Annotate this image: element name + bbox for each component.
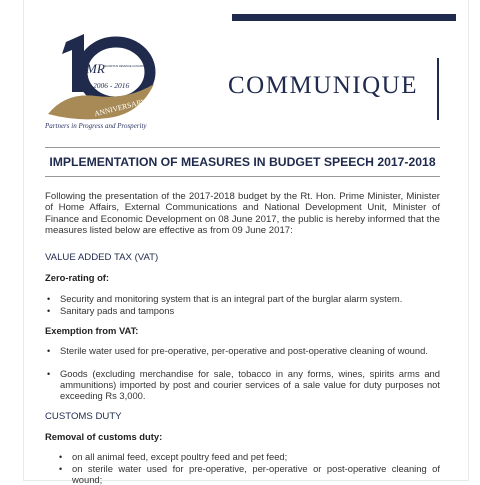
subheading-removal: Removal of customs duty: (45, 431, 163, 442)
section-heading-customs: CUSTOMS DUTY (45, 411, 122, 422)
list-item: Sanitary pads and tampons (60, 305, 175, 316)
logo-initials: MR (86, 61, 105, 76)
title-rule-top (45, 147, 440, 148)
bullet: • (47, 294, 51, 304)
list-item: on all animal feed, except poultry feed and pet feed; (72, 451, 288, 462)
title-rule-bottom (45, 176, 440, 177)
bullet: • (59, 452, 63, 462)
subheading-zero-rating: Zero-rating of: (45, 272, 110, 283)
bullet: • (47, 306, 51, 316)
logo-org-text: MAURITIUS REVENUE AUTHORITY (104, 65, 148, 68)
list-item: Security and monitoring system that is an integral part of the burglar alarm system. (60, 293, 403, 304)
section-heading-vat: VALUE ADDED TAX (VAT) (45, 252, 159, 263)
list-item: on sterile water used for pre-operative, per-operative or post-operative cleaning of wound; (72, 463, 440, 485)
bullet: • (59, 464, 63, 474)
list-item: Goods (excluding merchandise for sale, tobacco in any forms, wines, spirits arms and ammunitions) imported by post and courier services of a sale value for duty purposes not exceeding Rs 3,000. (60, 368, 440, 402)
logo-years: 2006 - 2016 (93, 81, 130, 90)
header-accent-bar (232, 14, 456, 21)
tagline: Partners in Progress and Prosperity (45, 122, 147, 130)
header-divider (437, 58, 439, 120)
bullet: • (47, 346, 51, 356)
document-title: IMPLEMENTATION OF MEASURES IN BUDGET SPEECH 2017-2018 (49, 155, 436, 169)
subheading-exemption: Exemption from VAT: (45, 325, 139, 336)
logo-ribbon: ANNIVERSARY (93, 96, 148, 119)
anniversary-logo (44, 30, 164, 134)
page-title: COMMUNIQUE (228, 72, 418, 99)
list-item: Sterile water used for pre-operative, per-operative and post-operative cleaning of wound. (60, 345, 428, 356)
bullet: • (47, 369, 51, 379)
intro-paragraph: Following the presentation of the 2017-2018 budget by the Rt. Hon. Prime Minister, Minister of Home Affairs, External Communications and National Development Unit, Minister of Finance and Economic Development on 08 June 2017, the public is hereby informed that the measures listed below are effective as from 09 June 2017: (45, 191, 440, 236)
